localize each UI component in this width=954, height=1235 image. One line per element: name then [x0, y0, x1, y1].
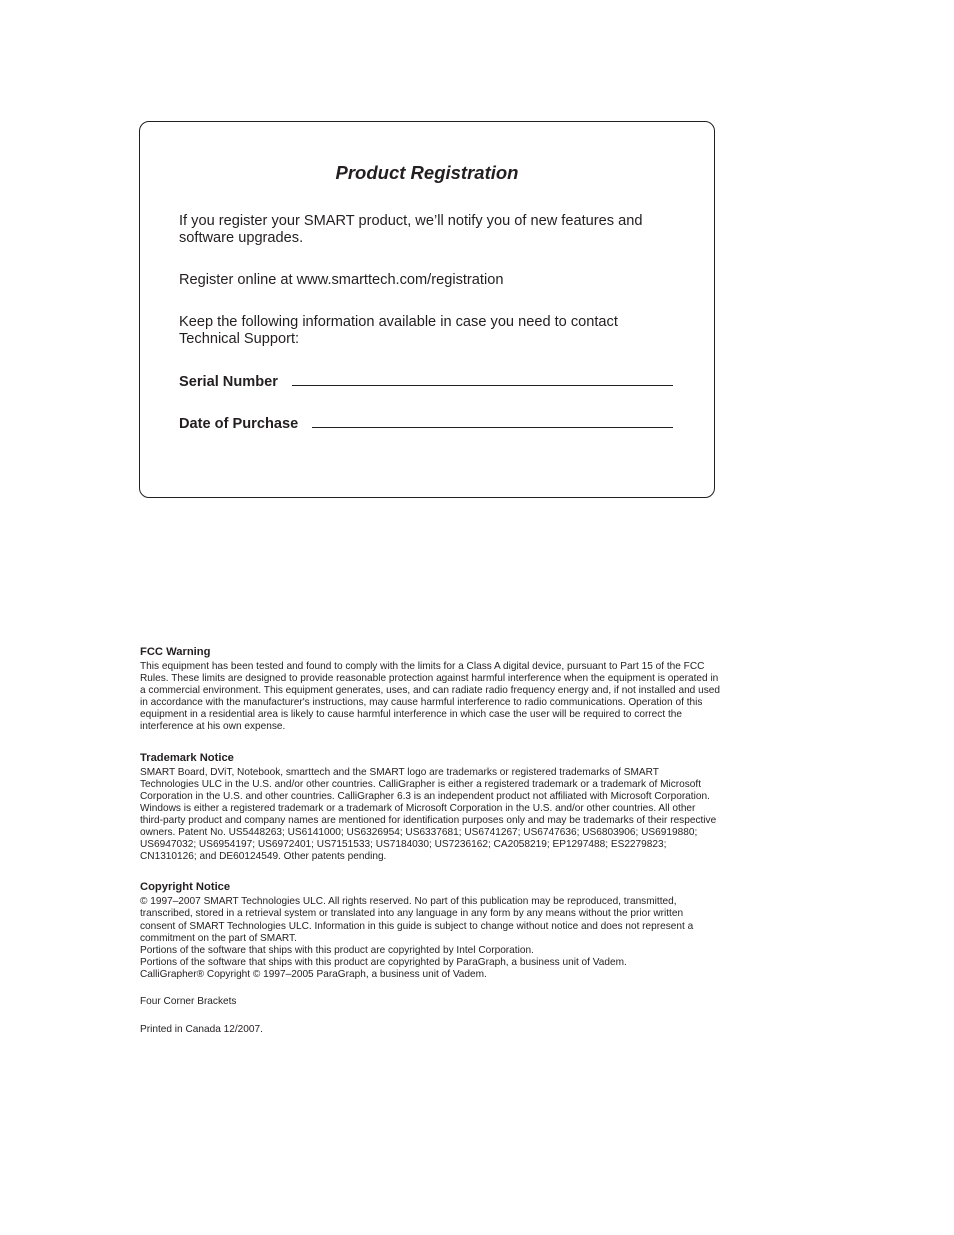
copyright-notice-body: © 1997–2007 SMART Technologies ULC. All rights reserved. No part of this publication may be reproduced, transmitted, transcribed, stored in a retrieval system or translated into any language in any form by any means without the prior written consent of SMART Technologies ULC. Information in this guide is subject to change without notice and does not represent a commitment on the part of SMART. — [140, 896, 694, 944]
trademark-notice-heading: Trademark Notice — [140, 751, 234, 764]
printed-in-note: Printed in Canada 12/2007. — [140, 1024, 263, 1036]
fcc-warning-heading: FCC Warning — [140, 646, 211, 658]
registration-support-text: Keep the following information available in case you need to contact Technical Support: — [179, 314, 618, 347]
paragraph-copyright-line: Portions of the software that ships with this product are copyrighted by ParaGraph, a business unit of Vadem. — [140, 956, 627, 968]
date-of-purchase-write-line — [312, 427, 673, 428]
date-of-purchase-label: Date of Purchase — [179, 416, 299, 432]
product-registration-box — [139, 121, 715, 498]
fcc-warning-section — [140, 646, 720, 734]
trademark-notice-body: SMART Board, DViT, Notebook, smarttech and the SMART logo are trademarks or registered trademarks of SMART Technologies ULC in the U.S. and/or other countries. CalliGrapher is either a registered trademark or a trademark of Microsoft Corporation in the U.S. and other countries. CalliGrapher 6.3 is an independent product not affiliated with Microsoft Corporation. Windows is either a registered trademark or a trademark of Microsoft Corporation in the U.S. and/or other countries. All other third-party product and company names are mentioned for identification purposes only and may be trademarks of their respective owners. Patent No. US5448263; US6141000; US6326954; US6337681; US6741267; US6747636; US6803906; US6919880; US6947032; US6954197; US6972401; US7151533; US7184030; US7236162; CA2058219; EP1297488; ES2279823; CN1310126; and DE60124549. Other patents pending. — [140, 766, 717, 863]
registration-online-text: Register online at www.smarttech.com/registration — [179, 272, 504, 288]
intel-copyright-line: Portions of the software that ships with this product are copyrighted by Intel Corporation. — [140, 944, 534, 956]
calligrapher-copyright-line: CalliGrapher® Copyright © 1997–2005 ParaGraph, a business unit of Vadem. — [140, 968, 487, 980]
registration-intro-text: If you register your SMART product, we’ll notify you of new features and software upgrades. — [179, 213, 643, 246]
copyright-notice-section — [140, 881, 720, 981]
fcc-warning-body: This equipment has been tested and found to comply with the limits for a Class A digital device, pursuant to Part 15 of the FCC Rules. These limits are designed to provide reasonable protection against harmful interference when the equipment is operated in a commercial environment. This equipment generates, uses, and can radiate radio frequency energy and, if not installed and used in accordance with the manufacturer's instructions, may cause harmful interference to radio communications. Operation of this equipment in a residential area is likely to cause harmful interference in which case the user will be required to correct the interference at his own expense. — [140, 661, 720, 733]
legal-notices — [140, 646, 720, 1036]
serial-number-label: Serial Number — [179, 374, 278, 390]
serial-number-row — [179, 373, 673, 391]
serial-number-write-line — [292, 385, 673, 386]
copyright-notice-heading: Copyright Notice — [140, 881, 231, 894]
date-of-purchase-row — [179, 415, 673, 433]
four-corner-brackets-note: Four Corner Brackets — [140, 995, 237, 1007]
trademark-notice-section — [140, 752, 720, 864]
registration-title: Product Registration — [335, 162, 519, 183]
